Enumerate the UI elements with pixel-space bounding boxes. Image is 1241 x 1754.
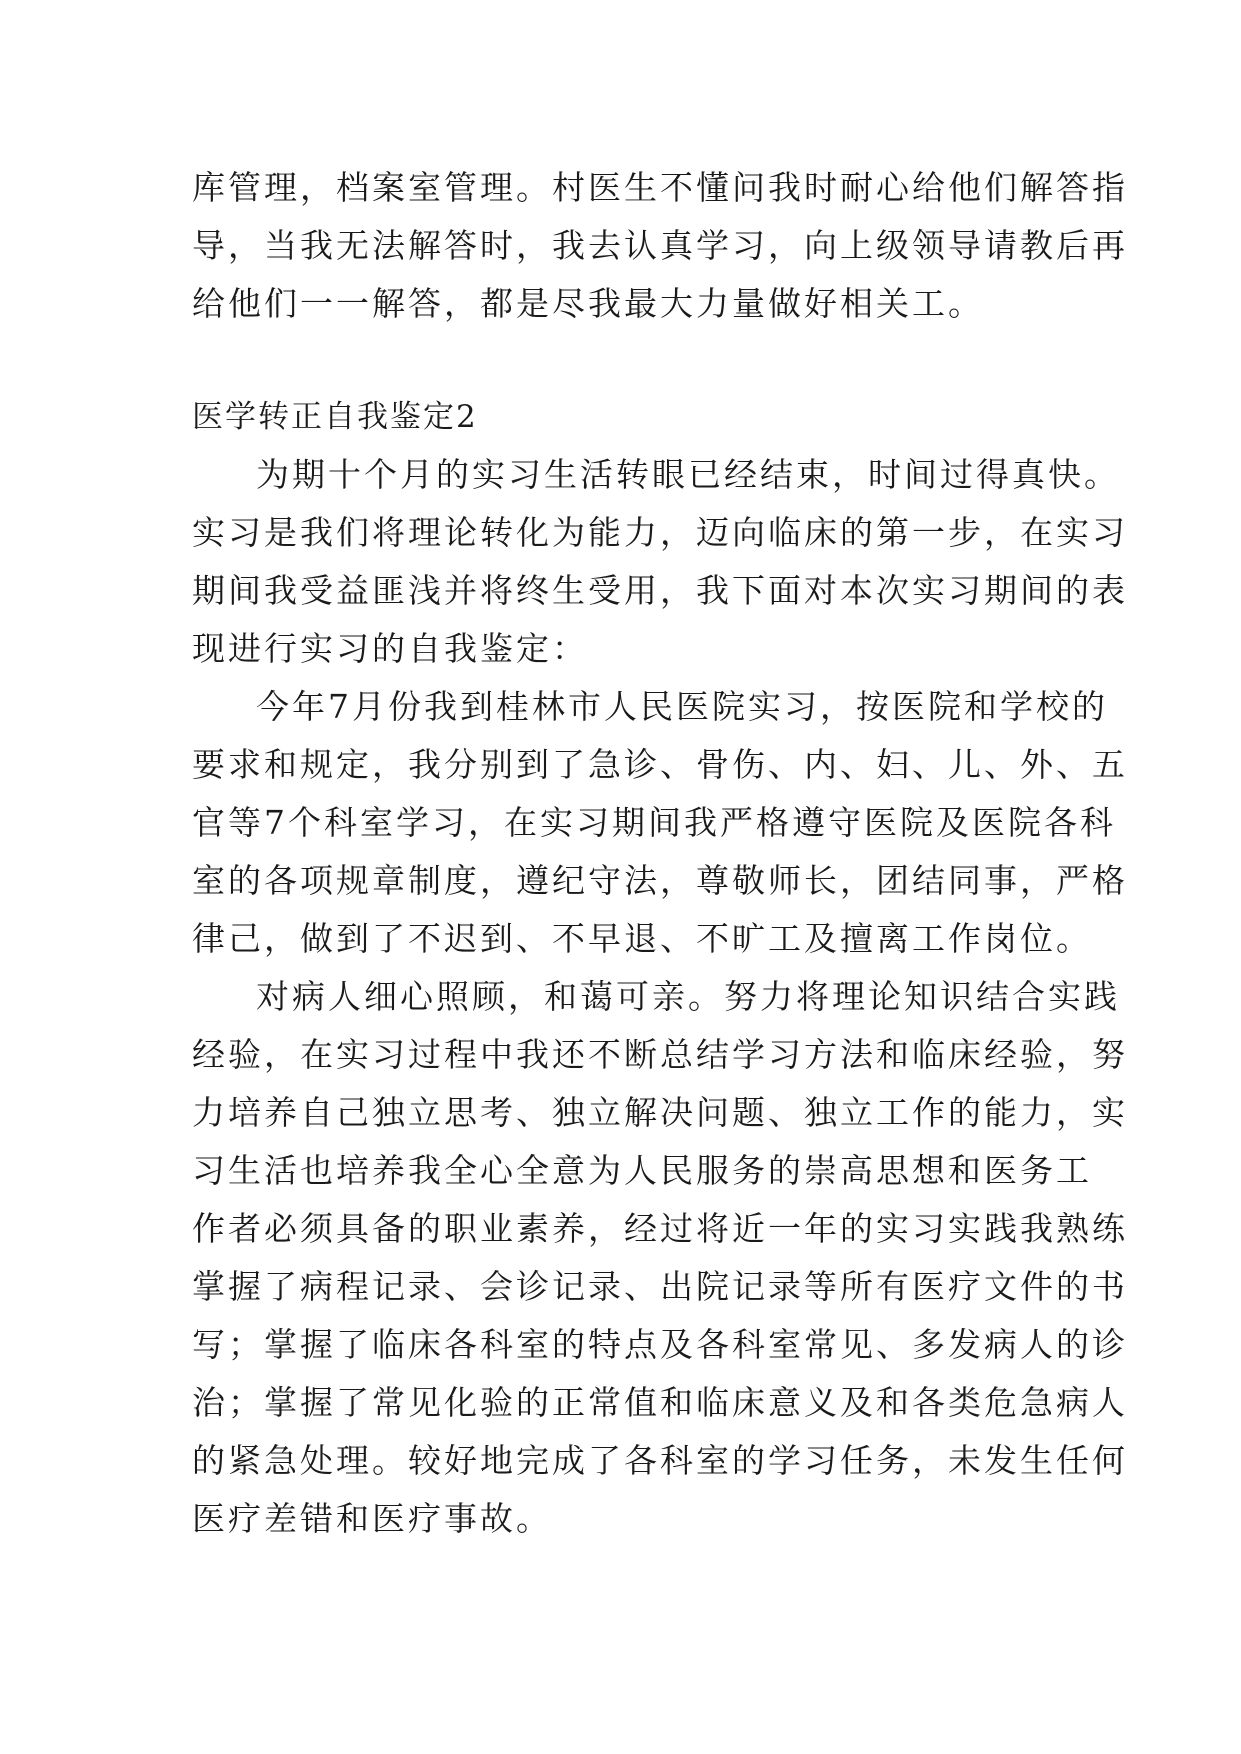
prev-paragraph-line: 库管理，档案室管理。村医生不懂问我时耐心给他们解答指 <box>192 168 1128 207</box>
paragraph-line: 期间我受益匪浅并将终生受用，我下面对本次实习期间的表 <box>192 571 1128 610</box>
paragraph-line: 医疗差错和医疗事故。 <box>192 1499 552 1538</box>
paragraph-line: 室的各项规章制度，遵纪守法，尊敬师长，团结同事，严格 <box>192 861 1128 900</box>
paragraph-line: 今年7月份我到桂林市人民医院实习，按医院和学校的 <box>256 687 1108 726</box>
paragraph-line: 律己，做到了不迟到、不早退、不旷工及擅离工作岗位。 <box>192 919 1092 958</box>
paragraph-line: 现进行实习的自我鉴定： <box>192 629 588 668</box>
paragraph-line: 治；掌握了常见化验的正常值和临床意义及和各类危急病人 <box>192 1383 1128 1422</box>
paragraph-line: 经验，在实习过程中我还不断总结学习方法和临床经验，努 <box>192 1035 1128 1074</box>
prev-paragraph-line: 给他们一一解答，都是尽我最大力量做好相关工。 <box>192 284 984 323</box>
paragraph-line: 写；掌握了临床各科室的特点及各科室常见、多发病人的诊 <box>192 1325 1128 1364</box>
prev-paragraph-line: 导，当我无法解答时，我去认真学习，向上级领导请教后再 <box>192 226 1128 265</box>
paragraph-line: 力培养自己独立思考、独立解决问题、独立工作的能力，实 <box>192 1093 1128 1132</box>
paragraph-line: 对病人细心照顾，和蔼可亲。努力将理论知识结合实践 <box>256 977 1120 1016</box>
paragraph-line: 掌握了病程记录、会诊记录、出院记录等所有医疗文件的书 <box>192 1267 1128 1306</box>
paragraph-line: 的紧急处理。较好地完成了各科室的学习任务，未发生任何 <box>192 1441 1128 1480</box>
paragraph-line: 官等7个科室学习，在实习期间我严格遵守医院及医院各科 <box>192 803 1116 842</box>
section-title: 医学转正自我鉴定2 <box>192 399 478 435</box>
paragraph-line: 习生活也培养我全心全意为人民服务的崇高思想和医务工 <box>192 1151 1092 1190</box>
paragraph-line: 为期十个月的实习生活转眼已经结束，时间过得真快。 <box>256 455 1120 494</box>
paragraph-line: 实习是我们将理论转化为能力，迈向临床的第一步，在实习 <box>192 513 1128 552</box>
paragraph-line: 要求和规定，我分别到了急诊、骨伤、内、妇、儿、外、五 <box>192 745 1128 784</box>
paragraph-line: 作者必须具备的职业素养，经过将近一年的实习实践我熟练 <box>192 1209 1128 1248</box>
